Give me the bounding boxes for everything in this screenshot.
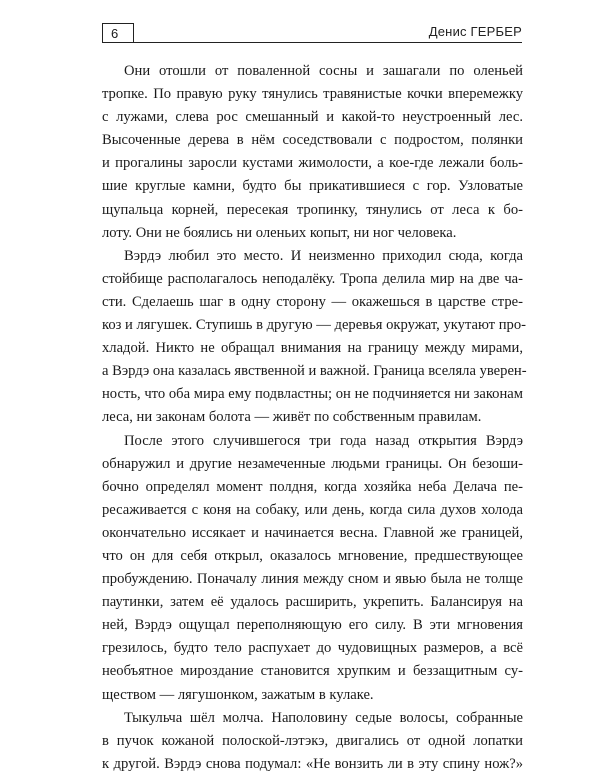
text-line: лоту. Они не боялись ни оленьих копыт, ни ног человека. <box>102 224 457 241</box>
text-line: тропке. По правую руку тянулись травянистые кочки вперемежку <box>102 86 523 103</box>
text-line: что он для себя открыл, оказалось мгновение, предшествующее <box>102 547 523 564</box>
text-line: Они отошли от поваленной сосны и зашагали по оленьей <box>124 63 523 79</box>
paragraph <box>102 60 523 245</box>
text-line: Высоченные дерева в нём соседствовали с подростом, полянки <box>102 132 523 149</box>
author-name: Денис ГЕРБЕР <box>428 24 522 39</box>
text-line: хладой. Никто не обращал внимания на границу между мирами, <box>102 340 523 357</box>
text-line: в пучок кожаной полоской-лэтэкэ, двигались от одной лопатки <box>102 732 523 749</box>
text-line: пробуждению. Поначалу линия между сном и явью была не толще <box>102 571 523 588</box>
text-line: ресаживается с коня на собаку, или день, когда сила духов холода <box>102 501 523 518</box>
text-line: коз и лягушек. Ступишь в другую — деревья окружат, укутают про- <box>102 317 526 334</box>
text-line: стойбище располагалось неподалёку. Тропа делила мир на две ча- <box>102 270 523 287</box>
text-line: леса, ни законам болота — живёт по собственным правилам. <box>102 409 482 426</box>
text-line: щупальца корней, пересекая тропинку, тянулись от леса к бо- <box>102 201 523 218</box>
text-line: Тыкульча шёл молча. Наполовину седые волосы, собранные <box>124 709 523 726</box>
text-line: грезилось, будто тело распухает до чудовищных размеров, а всё <box>102 640 523 657</box>
paragraph <box>102 245 527 430</box>
header-rule <box>102 42 522 43</box>
text-line: и прогалины заросли кустами жимолости, а кое-где лежали боль- <box>102 155 523 172</box>
running-head <box>102 22 522 44</box>
body-text <box>102 60 527 776</box>
paragraph <box>102 707 523 776</box>
text-line: необъятное мироздание становится хрупким и беззащитным су- <box>102 663 523 680</box>
text-line: бочно определял момент полдня, когда хозяйка неба Делача пе- <box>102 478 523 495</box>
text-line: шие круглые камни, будто бы прикатившиеся с гор. Узловатые <box>102 178 523 195</box>
text-line: После этого случившегося три года назад открытия Вэрдэ <box>124 432 523 449</box>
text-line: ность, что оба мира ему подвластны; он не подчиняется ни законам <box>102 386 523 403</box>
text-line: сти. Сделаешь шаг в одну сторону — окажешься в царстве стре- <box>102 293 523 310</box>
text-line: Вэрдэ любил это место. И неизменно приходил сюда, когда <box>124 247 523 264</box>
text-line: обнаружил и другие незамеченные людьми границы. Он безоши- <box>102 455 523 472</box>
paragraph <box>102 430 523 707</box>
text-line: ществом — лягушонком, зажатым в кулаке. <box>102 686 374 703</box>
page-number: 6 <box>102 23 134 42</box>
text-line: ней, Вэрдэ ощущал переполняющую его силу. В эти мгновения <box>102 617 523 634</box>
text-line: окончательно иссякает и начинается весна. Главной же границей, <box>102 524 523 541</box>
text-line: к другой. Вэрдэ снова подумал: «Не вонзить ли в эту спину нож?» <box>102 755 523 772</box>
text-line: паутинки, затем её удалось расширить, укрепить. Балансируя на <box>102 594 523 611</box>
text-line: с лужами, слева рос смешанный и какой-то неустроенный лес. <box>102 109 523 126</box>
text-line: а Вэрдэ она казалась явственной и важной. Граница вселяла уверен- <box>102 363 527 380</box>
